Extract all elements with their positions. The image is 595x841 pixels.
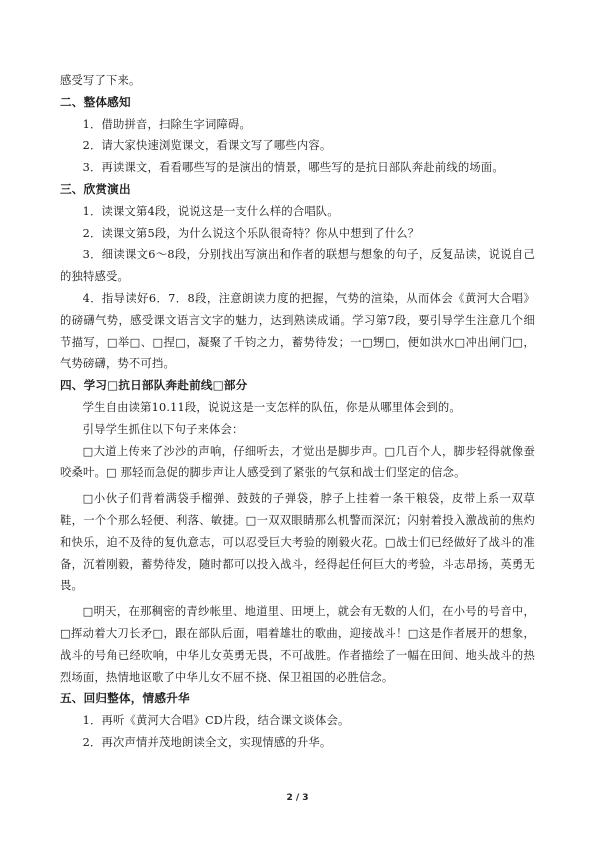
section-heading-troops: 四、学习□抗日部队奔赴前线□部分 [60,378,248,393]
section-heading-summary: 五、回归整体，情感升华 [60,691,190,706]
document-body [60,70,535,754]
troops-quote-tomorrow: □明天，在那稠密的青纱帐里、地道里、田埂上，就会有无数的人们，在小号的号音中，□挥动着大刀长矛□，跟在部队后面，唱着雄壮的歌曲，迎接战斗！□这是作者展开的想象，战斗的号角已经吹响，中华儿女英勇无畏，不可战胜。作者描绘了一幅在田间、地头战斗的热烈场面，热情地讴歌了中华儿女不屈不挠、保卫祖国的必胜信念。 [60,605,535,684]
section-heading-performance: 三、欣赏演出 [60,181,131,196]
section-heading-overview: 二、整体感知 [60,94,131,109]
summary-item-2: 2．再次声情并茂地朗读全文，实现情感的升华。 [82,735,332,749]
performance-item-2: 2．读课文第5段，为什么说这个乐队很奇特？你从中想到了什么？ [82,226,420,240]
troops-quote-soldiers: □小伙子们背着满袋手榴弹、鼓鼓的子弹袋，脖子上挂着一条干粮袋，皮带上系一双草鞋，一个个那么轻便、利落、敏捷。□一双双眼睛那么机警而深沉；闪射着投入激战前的焦灼和快乐，迫不及待的复仇意志，可以忍受巨大考验的刚毅火花。□战士们已经做好了战斗的准备，沉着刚毅，蓄势待发，随时都可以投入战斗，经得起任何巨大的考验，斗志昂扬，英勇无畏。 [60,492,535,593]
troops-quote-footsteps: □大道上传来了沙沙的声响，仔细听去，才觉出是脚步声。□几百个人，脚步轻得就像蚕咬桑叶。□ 那轻而急促的脚步声让人感受到了紧张的气氛和战士们坚定的信念。 [60,444,535,480]
performance-item-3: 3．细读课文6～8段，分别找出写演出和作者的联想与想象的句子，反复品读，说说自己的独特感受。 [60,248,535,284]
page-number: 2 / 3 [286,793,309,803]
overview-item-3: 3．再读课文，看看哪些写的是演出的情景，哪些写的是抗日部队奔赴前线的场面。 [82,161,504,175]
performance-item-4: 4．指导读好6．7．8段，注意朗读力度的把握，气势的渲染，从而体会《黄河大合唱》的磅礴气势，感受课文语言文字的魅力，达到熟读成诵。学习第7段，要引导学生注意几个细节描写，□举□、□捏□，凝聚了千钧之力，蓄势待发；一□甥□，便如洪水□冲出闸门□，气势磅礴，势不可挡。 [60,291,535,371]
troops-paragraph-1: 学生自由读第10.11段，说说这是一支怎样的队伍，你是从哪里体会到的。 [82,400,461,414]
overview-item-1: 1．借助拼音，扫除生字词障碍。 [82,117,251,131]
performance-item-1: 1．读课文第4段，说说这是一支什么样的合唱队。 [82,204,339,218]
summary-item-1: 1．再听《黄河大合唱》CD片段，结合课文谈体会。 [82,714,350,728]
overview-item-2: 2．请大家快速浏览课文，看课文写了哪些内容。 [82,139,332,153]
troops-paragraph-2: 引导学生抓住以下句子来体会： [82,422,244,436]
intro-tail-text: 感受写了下来。 [60,74,141,87]
